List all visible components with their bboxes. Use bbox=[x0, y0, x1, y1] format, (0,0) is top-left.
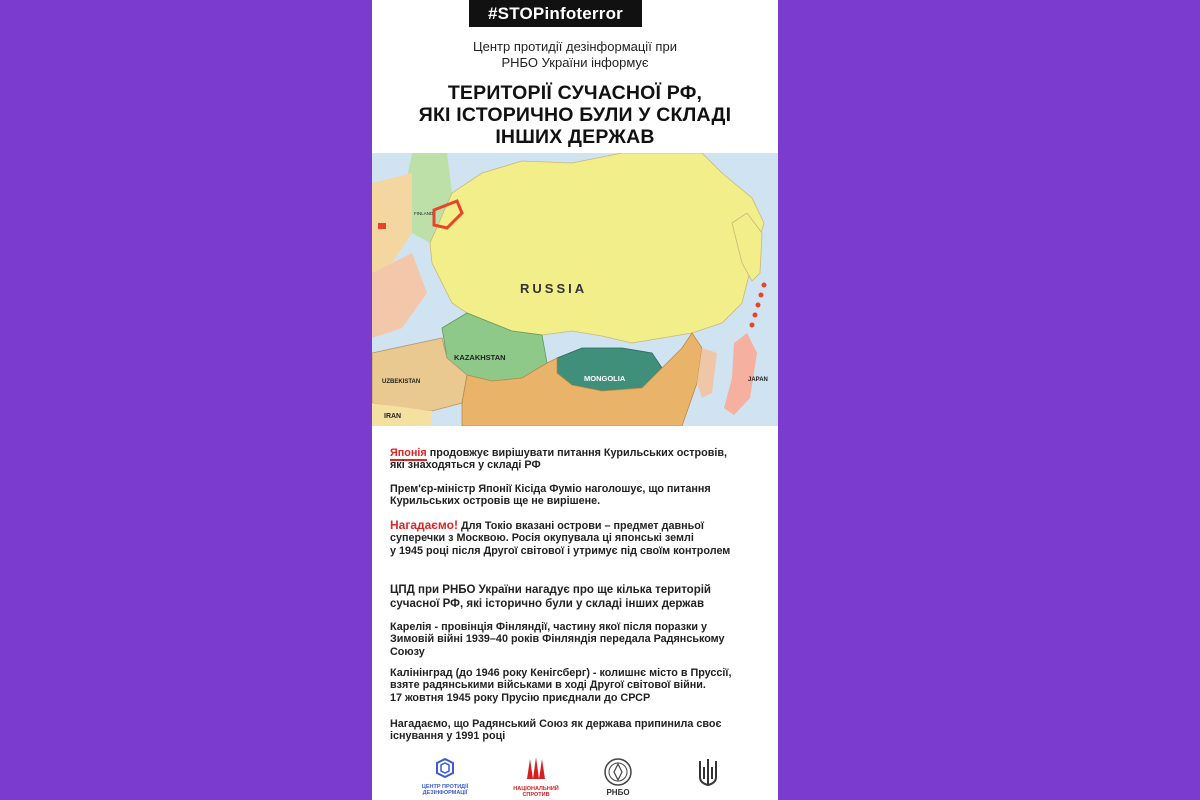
resistance-caption-2: СПРОТИВ bbox=[522, 792, 550, 798]
title-line-3: ІНШИХ ДЕРЖАВ bbox=[495, 126, 655, 148]
cpd-icon bbox=[434, 757, 456, 779]
map-label-iran: IRAN bbox=[384, 413, 402, 420]
p1-line1: продовжує вирішувати питання Курильських островів, bbox=[426, 447, 728, 459]
paragraph-cpd bbox=[390, 583, 770, 611]
p1-line2: які знаходяться у складі РФ bbox=[390, 459, 541, 472]
rnbo-logo bbox=[598, 757, 638, 797]
logos-row bbox=[372, 757, 778, 800]
trident-icon bbox=[697, 757, 719, 789]
p6-line2: взяте радянськими військами в ході Другої світової війни. bbox=[390, 679, 706, 692]
p4-line2: сучасної РФ, які історично були у складі інших держав bbox=[390, 598, 705, 610]
resistance-logo bbox=[508, 757, 564, 798]
cpd-logo bbox=[414, 757, 476, 796]
p7-line2: існування у 1991 році bbox=[390, 730, 506, 743]
p3-line3: у 1945 році після Другої світової і утримує під своїм контролем bbox=[390, 544, 731, 557]
cpd-caption-1: ЦЕНТР ПРОТИДІЇ bbox=[421, 784, 469, 790]
map-label-mongolia: MONGOLIA bbox=[584, 374, 626, 383]
paragraph-kishida bbox=[390, 483, 770, 508]
rnbo-caption: РНБО bbox=[606, 788, 630, 797]
page-title bbox=[372, 82, 778, 148]
p3-line1: Для Токіо вказані острови – предмет давньої bbox=[457, 520, 704, 532]
p2-line2: Курильських островів ще не вирішене. bbox=[390, 495, 601, 508]
p6-line1: Калінінград (до 1946 року Кенігсберг) - колишнє місто в Пруссії, bbox=[390, 667, 732, 679]
p7-line1: Нагадаємо, що Радянський Союз як держава припинила своє bbox=[390, 718, 722, 730]
map-label-russia: RUSSIA bbox=[520, 281, 588, 296]
org-line-2: РНБО України інформує bbox=[501, 55, 649, 70]
p5-line3: Союзу bbox=[390, 645, 425, 658]
kaliningrad-highlight bbox=[378, 223, 386, 229]
hashtag-banner: #STOPinfoterror bbox=[469, 0, 642, 27]
title-line-1: ТЕРИТОРІЇ СУЧАСНОЇ РФ, bbox=[447, 82, 703, 104]
p6-line3: 17 жовтня 1945 року Прусію приєднали до СРСР bbox=[390, 691, 651, 704]
japan-highlight: Японія bbox=[390, 447, 427, 459]
paragraph-kaliningrad bbox=[390, 667, 770, 704]
map-label-kazakhstan: KAZAKHSTAN bbox=[454, 353, 506, 362]
resistance-icon bbox=[522, 757, 550, 781]
p5-line1: Карелія - провінція Фінляндії, частину якої після поразки у bbox=[390, 621, 708, 633]
paragraph-reminder bbox=[390, 519, 770, 557]
map-label-finland: FINLAND bbox=[414, 211, 434, 216]
org-heading bbox=[372, 39, 778, 71]
cpd-caption-2: ДЕЗІНФОРМАЦІЇ bbox=[422, 790, 468, 796]
org-line-1: Центр протидії дезінформації при bbox=[473, 39, 677, 54]
reminder-highlight: Нагадаємо! bbox=[390, 518, 458, 532]
resistance-caption-1: НАЦІОНАЛЬНИЙ bbox=[513, 786, 559, 792]
infographic-card bbox=[372, 0, 778, 800]
russia-area bbox=[430, 153, 764, 343]
p3-line2: суперечки з Москвою. Росія окупувала ці японські землі bbox=[390, 532, 694, 545]
rnbo-emblem-icon bbox=[603, 757, 633, 789]
p4-line1: ЦПД при РНБО України нагадує про ще кілька територій bbox=[390, 584, 711, 596]
trident-logo bbox=[694, 757, 722, 794]
russia-map bbox=[372, 153, 778, 426]
map-image bbox=[372, 153, 778, 426]
paragraph-japan bbox=[390, 447, 770, 472]
paragraph-ussr bbox=[390, 718, 770, 743]
map-label-japan: JAPAN bbox=[748, 377, 768, 383]
p5-line2: Зимовій війні 1939–40 років Фінляндія передала Радянському bbox=[390, 633, 725, 646]
title-line-2: ЯКІ ІСТОРИЧНО БУЛИ У СКЛАДІ bbox=[418, 104, 732, 126]
p2-line1: Прем'єр-міністр Японії Кісіда Фуміо наголошує, що питання bbox=[390, 483, 711, 495]
paragraph-karelia bbox=[390, 621, 770, 658]
map-label-uzbekistan: UZBEKISTAN bbox=[382, 379, 421, 385]
